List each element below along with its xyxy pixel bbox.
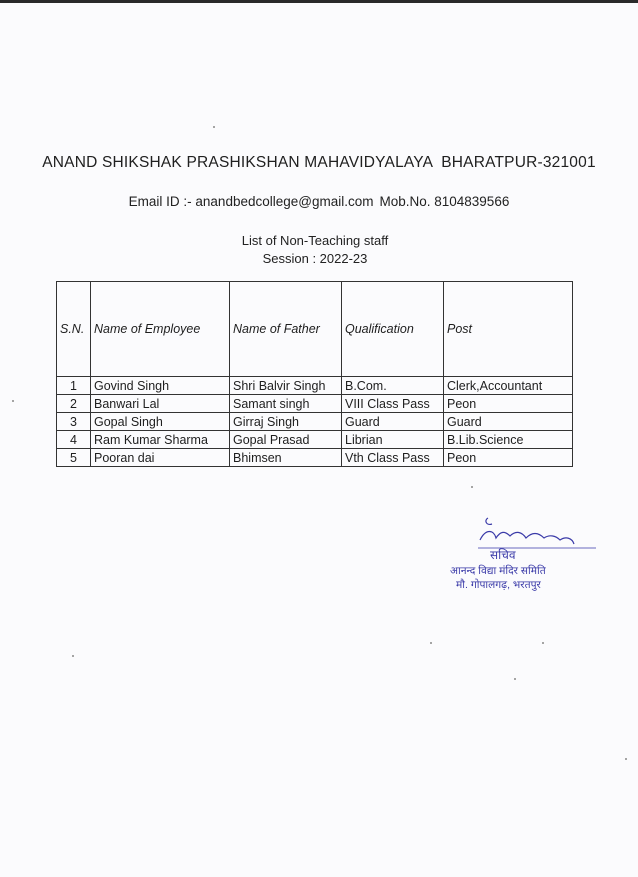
cell-employee: Govind Singh bbox=[91, 377, 230, 395]
header-sn: S.N. bbox=[57, 282, 91, 377]
cell-father: Gopal Prasad bbox=[230, 431, 342, 449]
cell-sn: 3 bbox=[57, 413, 91, 431]
cell-post: Peon bbox=[444, 449, 573, 467]
cell-employee: Banwari Lal bbox=[91, 395, 230, 413]
stamp-address: मौ. गोपालगढ़, भरतपुर bbox=[456, 579, 541, 591]
signature-stamp bbox=[440, 510, 600, 600]
staff-table bbox=[56, 281, 573, 467]
stamp-organization: आनन्द विद्या मंदिर समिति bbox=[450, 565, 546, 577]
scan-speck bbox=[471, 486, 473, 488]
college-name: ANAND SHIKSHAK PRASHIKSHAN MAHAVIDYALAYA bbox=[42, 154, 434, 171]
cell-post: B.Lib.Science bbox=[444, 431, 573, 449]
college-city-pin: BHARATPUR-321001 bbox=[441, 154, 596, 171]
scan-speck bbox=[12, 400, 14, 402]
table-row bbox=[57, 413, 573, 431]
cell-qualification: Vth Class Pass bbox=[342, 449, 444, 467]
cell-father: Girraj Singh bbox=[230, 413, 342, 431]
cell-qualification: Guard bbox=[342, 413, 444, 431]
list-title: List of Non-Teaching staff bbox=[241, 233, 389, 248]
cell-father: Samant singh bbox=[230, 395, 342, 413]
scan-speck bbox=[514, 678, 516, 680]
table-row bbox=[57, 395, 573, 413]
cell-employee: Pooran dai bbox=[91, 449, 230, 467]
cell-sn: 5 bbox=[57, 449, 91, 467]
session-label: Session : 2022-23 bbox=[262, 251, 368, 266]
mobile-text: Mob.No. 8104839566 bbox=[379, 194, 510, 209]
signature-scribble-icon bbox=[440, 510, 600, 550]
list-heading bbox=[0, 232, 630, 268]
cell-qualification: Librian bbox=[342, 431, 444, 449]
cell-qualification: VIII Class Pass bbox=[342, 395, 444, 413]
cell-sn: 1 bbox=[57, 377, 91, 395]
college-title bbox=[0, 154, 638, 172]
email-text: Email ID :- anandbedcollege@gmail.com bbox=[128, 194, 374, 209]
table-header-row bbox=[57, 282, 573, 377]
top-edge-line bbox=[0, 0, 638, 3]
header-father: Name of Father bbox=[230, 282, 342, 377]
table-row bbox=[57, 431, 573, 449]
table-row bbox=[57, 449, 573, 467]
cell-sn: 2 bbox=[57, 395, 91, 413]
cell-post: Clerk,Accountant bbox=[444, 377, 573, 395]
cell-father: Bhimsen bbox=[230, 449, 342, 467]
header-employee: Name of Employee bbox=[91, 282, 230, 377]
contact-line bbox=[0, 194, 638, 209]
cell-post: Peon bbox=[444, 395, 573, 413]
stamp-designation: सचिव bbox=[490, 548, 516, 562]
scan-speck bbox=[72, 655, 74, 657]
scan-speck bbox=[625, 758, 627, 760]
cell-father: Shri Balvir Singh bbox=[230, 377, 342, 395]
table-row bbox=[57, 377, 573, 395]
cell-employee: Gopal Singh bbox=[91, 413, 230, 431]
cell-post: Guard bbox=[444, 413, 573, 431]
cell-qualification: B.Com. bbox=[342, 377, 444, 395]
scan-speck bbox=[213, 126, 215, 128]
header-post: Post bbox=[444, 282, 573, 377]
header-qualification: Qualification bbox=[342, 282, 444, 377]
scan-speck bbox=[430, 642, 432, 644]
cell-sn: 4 bbox=[57, 431, 91, 449]
cell-employee: Ram Kumar Sharma bbox=[91, 431, 230, 449]
scan-speck bbox=[542, 642, 544, 644]
